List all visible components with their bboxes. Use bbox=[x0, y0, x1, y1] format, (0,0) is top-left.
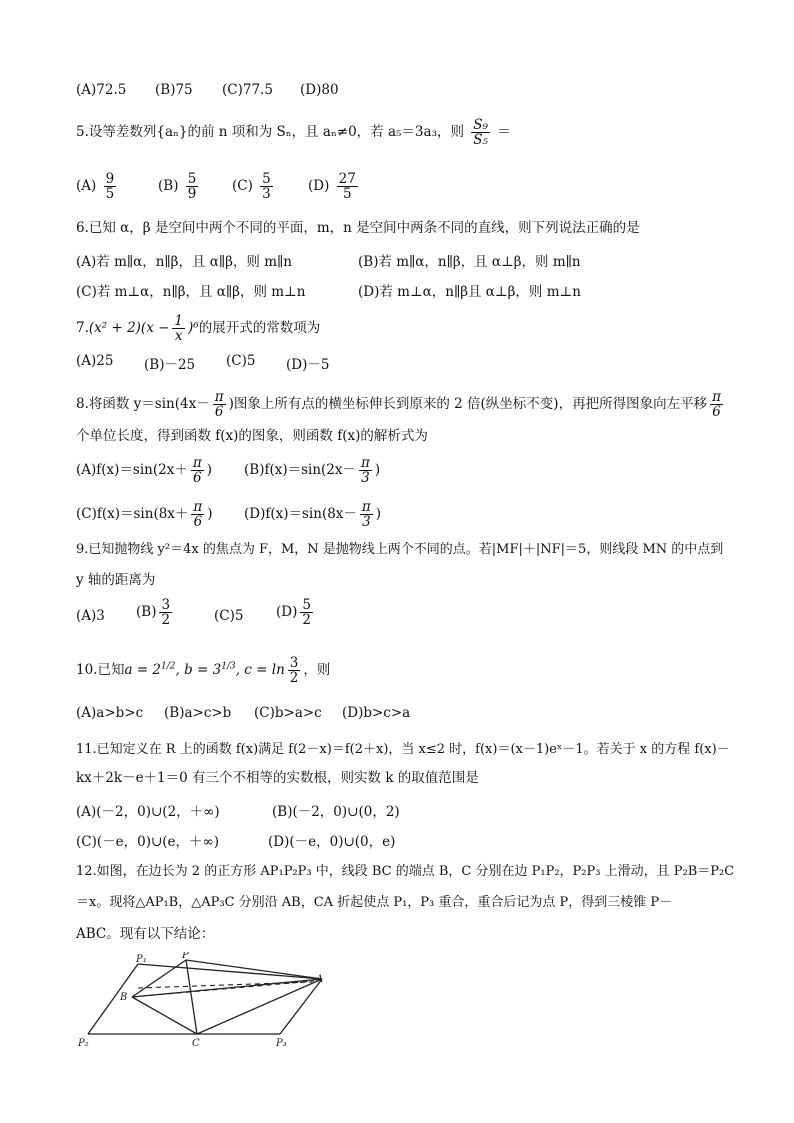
q6-option-a: (A)若 m∥α，n∥β，且 α∥β，则 m∥n bbox=[76, 254, 292, 270]
q10-tail: ，则 bbox=[303, 662, 331, 679]
q8-line2: 个单位长度，得到函数 f(x)的图象，则函数 f(x)的解析式为 bbox=[76, 428, 428, 444]
q7-frac-num: 1 bbox=[174, 313, 184, 329]
q5-tail: ＝ bbox=[497, 124, 511, 141]
q9-option-c: (C)5 bbox=[214, 608, 244, 624]
edge-a-p3 bbox=[280, 979, 322, 1034]
q11-line1: 11.已知定义在 R 上的函数 f(x)满足 f(2－x)＝f(2＋x)，当 x≤2 时，f(x)＝(x－1)eˣ－1。若关于 x 的方程 f(x)－ bbox=[76, 742, 730, 757]
q4-option-d: (D)80 bbox=[300, 82, 339, 98]
q7-tail: 的展开式的常数项为 bbox=[198, 320, 321, 337]
q7-expr-a: (x² + 2)(x − bbox=[88, 320, 170, 337]
q5-option-c bbox=[232, 172, 276, 201]
label-c: C bbox=[192, 1038, 200, 1048]
q5-option-a-label: (A) bbox=[76, 178, 97, 195]
label-p1: P₁ bbox=[136, 954, 147, 965]
q10-option-d: (D)b>c>a bbox=[342, 705, 411, 721]
q10-option-b: (B)a>c>b bbox=[164, 705, 232, 721]
q8-option-c-post: ) bbox=[207, 506, 213, 523]
q5-ratio bbox=[471, 118, 490, 147]
q9-option-b-den: 2 bbox=[161, 612, 171, 629]
q7-option-c: (C)5 bbox=[226, 353, 256, 369]
q7-option-d: (D)－5 bbox=[286, 357, 330, 373]
q5-option-c-num: 5 bbox=[262, 171, 271, 187]
q6-option-d: (D)若 m⊥α，n∥β且 α⊥β，则 m⊥n bbox=[358, 284, 581, 300]
q5-option-a-den: 5 bbox=[105, 186, 115, 203]
q4-option-c: (C)77.5 bbox=[222, 82, 273, 98]
hidden-edge-2 bbox=[138, 982, 312, 988]
q11-line2: kx＋2k－e＋1＝0 有三个不相等的实数根，则实数 k 的取值范围是 bbox=[76, 770, 479, 786]
q8-option-a bbox=[76, 456, 212, 485]
q8-option-a-pre: (A)f(x)＝sin(2x＋ bbox=[76, 462, 188, 479]
q10-b-exp: 1/3 bbox=[221, 661, 236, 672]
q8-option-b bbox=[244, 456, 380, 485]
edge-p2-p1 bbox=[88, 964, 138, 1034]
q6-option-c: (C)若 m⊥α，n∥β，且 α∥β，则 m⊥n bbox=[76, 284, 306, 300]
q8-stem-b: )图象上所有点的横坐标伸长到原来的 2 倍(纵坐标不变)，再把所得图象向左平移 bbox=[228, 396, 708, 413]
q8-option-d-num: π bbox=[361, 499, 371, 515]
q5-option-b-num: 5 bbox=[187, 171, 197, 187]
label-p: P bbox=[182, 952, 189, 961]
q9-option-d-num: 5 bbox=[302, 597, 311, 613]
q9-line2: y 轴的距离为 bbox=[76, 572, 156, 588]
label-b: B bbox=[120, 992, 128, 1003]
q8-option-a-post: ) bbox=[206, 462, 212, 479]
q5-option-d-den: 5 bbox=[342, 186, 352, 203]
q9-option-d-den: 2 bbox=[302, 612, 311, 629]
q9-line1: 9.已知抛物线 y²＝4x 的焦点为 F，M，N 是抛物线上两个不同的点。若|MF|＋|NF|＝5，则线段 MN 的中点到 bbox=[76, 542, 724, 557]
q8-option-a-den: 6 bbox=[192, 470, 202, 487]
q9-option-b bbox=[136, 598, 175, 627]
label-p3: P₃ bbox=[276, 1038, 287, 1048]
q7-frac-den: x bbox=[174, 328, 183, 345]
q12-line2: ＝x。现将△AP₁B，△AP₃C 分别沿 AB，CA 折起使点 P₁，P₃ 重合，重合后记为点 P，得到三棱锥 P－ bbox=[76, 895, 673, 910]
q10-c-den: 2 bbox=[289, 670, 299, 687]
edge-p-c bbox=[186, 960, 197, 1034]
q11-option-c: (C)(－e，0)∪(e，＋∞) bbox=[76, 834, 220, 850]
q10-option-c: (C)b>a>c bbox=[254, 705, 322, 721]
q8-stem bbox=[76, 390, 726, 419]
q4-option-b: (B)75 bbox=[155, 82, 193, 98]
q7-option-b: (B)－25 bbox=[144, 357, 196, 373]
q5-option-d-label: (D) bbox=[308, 178, 330, 195]
q8-shift-den: 6 bbox=[712, 404, 721, 421]
q11-option-a: (A)(－2，0)∪(2，＋∞) bbox=[76, 804, 220, 820]
q9-option-a: (A)3 bbox=[76, 608, 105, 624]
q7-lead: 7. bbox=[76, 320, 89, 337]
q12-line3: ABC。现有以下结论： bbox=[76, 926, 215, 942]
q8-option-b-num: π bbox=[361, 455, 370, 471]
q5-stem bbox=[76, 118, 511, 147]
q10-option-a: (A)a>b>c bbox=[76, 705, 144, 721]
q8-option-c-num: π bbox=[193, 499, 203, 515]
edge-c-a bbox=[197, 979, 322, 1034]
q9-option-b-label: (B) bbox=[136, 604, 157, 621]
q8-option-c-den: 6 bbox=[193, 514, 203, 531]
q10-stem bbox=[76, 656, 330, 685]
q5-option-a-num: 9 bbox=[105, 171, 115, 187]
q8-option-b-pre: (B)f(x)＝sin(2x－ bbox=[244, 462, 357, 479]
q10-c-num: 3 bbox=[289, 655, 299, 671]
q11-option-d: (D)(－e，0)∪(0，e) bbox=[268, 834, 396, 850]
q5-option-b bbox=[158, 172, 201, 201]
q5-option-b-den: 9 bbox=[187, 186, 197, 203]
q5-option-a bbox=[76, 172, 119, 201]
q9-option-d-label: (D) bbox=[276, 604, 298, 621]
q8-option-c bbox=[76, 500, 213, 529]
q5-ratio-num: S₉ bbox=[473, 117, 488, 133]
q8-frac-den: 6 bbox=[214, 404, 224, 421]
q5-option-c-label: (C) bbox=[232, 178, 253, 195]
label-a: A bbox=[316, 974, 324, 985]
q12-line1: 12.如图，在边长为 2 的正方形 AP₁P₂P₃ 中，线段 BC 的端点 B，C 分别在边 P₁P₂，P₂P₃ 上滑动，且 P₂B＝P₂C bbox=[76, 864, 735, 879]
q10-lead: 10.已知 bbox=[76, 662, 125, 679]
q8-frac-num: π bbox=[214, 389, 224, 405]
q7-option-a: (A)25 bbox=[76, 353, 114, 369]
q8-option-d-den: 3 bbox=[362, 514, 371, 531]
q10-a-expr: a = 2 bbox=[124, 662, 162, 679]
q8-option-d-post: ) bbox=[375, 506, 382, 523]
q8-option-d-pre: (D)f(x)＝sin(8x－ bbox=[244, 506, 357, 523]
q9-option-b-num: 3 bbox=[161, 597, 171, 613]
q7-expr-b: )⁶ bbox=[188, 320, 199, 337]
q10-c-expr: , c = ln bbox=[235, 662, 285, 679]
q8-option-c-pre: (C)f(x)＝sin(8x＋ bbox=[76, 506, 189, 523]
q8-stem-a: 8.将函数 y＝sin(4x－ bbox=[76, 396, 210, 413]
q5-option-c-den: 3 bbox=[262, 186, 271, 203]
q6-option-b: (B)若 m∥α，n∥β，且 α⊥β，则 m∥n bbox=[358, 254, 581, 270]
q4-option-a: (A)72.5 bbox=[76, 82, 127, 98]
q8-option-a-num: π bbox=[192, 455, 202, 471]
q11-option-b: (B)(－2，0)∪(0，2) bbox=[272, 804, 400, 820]
q5-option-d-num: 27 bbox=[338, 171, 356, 187]
q10-a-exp: 1/2 bbox=[161, 661, 176, 672]
q8-option-b-den: 3 bbox=[361, 470, 370, 487]
q5-ratio-den: S₅ bbox=[473, 132, 488, 149]
q7-stem bbox=[76, 314, 320, 343]
q9-option-d bbox=[276, 598, 316, 627]
q8-shift-num: π bbox=[712, 389, 721, 405]
q10-b-expr: , b = 3 bbox=[175, 662, 222, 679]
q5-stem-text: 5.设等差数列{aₙ}的前 n 项和为 Sₙ，且 aₙ≠0，若 a₅＝3a₃，则 bbox=[76, 124, 464, 141]
edge-b-c bbox=[132, 997, 197, 1034]
tetrahedron-figure bbox=[76, 952, 334, 1048]
q5-option-d bbox=[308, 172, 361, 201]
q5-option-b-label: (B) bbox=[158, 178, 179, 195]
q6-stem: 6.已知 α，β 是空间中两个不同的平面，m，n 是空间中两条不同的直线，则下列说法正确的是 bbox=[76, 220, 640, 236]
q8-option-b-post: ) bbox=[374, 462, 381, 479]
label-p2: P₂ bbox=[78, 1038, 89, 1048]
q8-option-d bbox=[244, 500, 381, 529]
